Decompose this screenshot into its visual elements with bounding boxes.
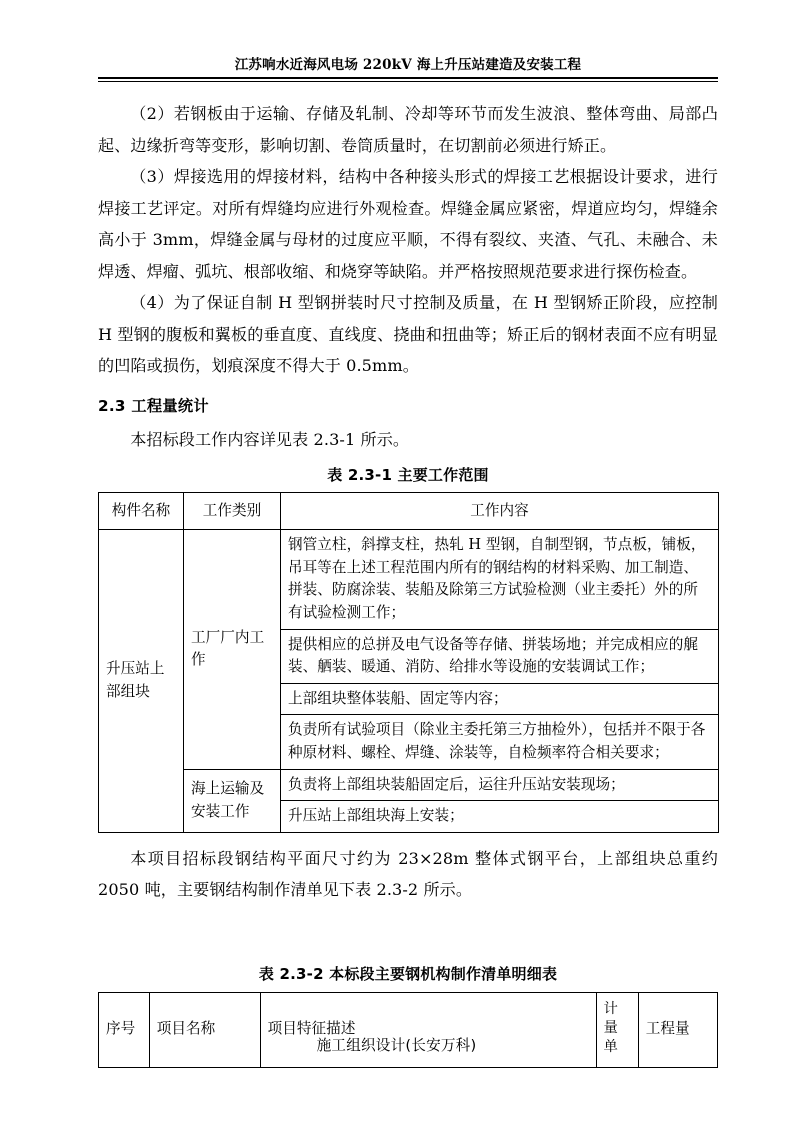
page-content xyxy=(98,0,718,1068)
table-2-col-header-quantity: 工程量 xyxy=(638,992,717,1067)
table-1-work-item: 升压站上部组块海上安装； xyxy=(281,801,719,833)
table-1-work-item: 提供相应的总拼及电气设备等存储、拼装场地；并完成相应的艉装、舾装、暖通、消防、给排水等设施的安装调试工作； xyxy=(281,629,719,683)
table-2-caption: 表 2.3-2 本标段主要钢机构制作清单明细表 xyxy=(258,964,558,983)
table-1-work-item: 负责所有试验项目（除业主委托第三方抽检外），包括并不限于各种原材料、螺栓、焊缝、涂装等，自检频率符合相关要求； xyxy=(281,715,719,769)
table-1-col-header-component: 构件名称 xyxy=(99,493,184,530)
table-row xyxy=(99,769,719,801)
table-row xyxy=(99,530,719,629)
spacer xyxy=(98,833,718,843)
table-2-col-header-item-name: 项目名称 xyxy=(149,992,260,1067)
table-2-col-header-unit xyxy=(596,992,638,1067)
table-steel-fabrication-list xyxy=(98,992,718,1068)
table-1-work-item: 负责将上部组块装船固定后，运往升压站安装现场； xyxy=(281,769,719,801)
spacer xyxy=(98,906,718,960)
paragraph-after-table-1: 本项目招标段钢结构平面尺寸约为 23×28m 整体式钢平台，上部组块总重约 2050 吨，主要钢结构制作清单见下表 2.3-2 所示。 xyxy=(98,848,718,900)
paragraph-2: （2）若钢板由于运输、存储及轧制、冷却等环节而发生波浪、整体弯曲、局部凸起、边缘折弯等变形，影响切割、卷筒质量时，在切割前必须进行矫正。 xyxy=(98,104,718,155)
table-1-col-header-content: 工作内容 xyxy=(281,493,719,530)
paragraph-3: （3）焊接选用的焊接材料，结构中各种接头形式的焊接工艺根据设计要求，进行焊接工艺评定。对所有焊缝均应进行外观检查。焊缝金属应紧密，焊道应均匀，焊缝余高小于 3mm，焊缝金属与母材的过度应平顺，不得有裂纹、夹渣、气孔、未融合、未焊透、焊瘤、弧坑、根部收缩、和烧穿等缺陷。并严格按照规范要求进行探伤检查。 xyxy=(98,167,718,281)
running-header xyxy=(98,0,718,82)
table-1-col-header-category: 工作类别 xyxy=(184,493,281,530)
table-2-col-header-item-description: 项目特征描述 xyxy=(260,992,596,1067)
paragraph-4: （4）为了保证自制 H 型钢拼装时尺寸控制及质量，在 H 型钢矫正阶段，应控制 H 型钢的腹板和翼板的垂直度、直线度、挠曲和扭曲等；矫正后的钢材表面不应有明显的凹陷或损伤，划痕深度不得大于 0.5mm。 xyxy=(98,293,718,376)
section-heading-2-3: 2.3 工程量统计 xyxy=(98,396,209,415)
table-2-col-header-index: 序号 xyxy=(99,992,150,1067)
table-1-component-name: 升压站上部组块 xyxy=(99,530,184,833)
table-header-row xyxy=(99,493,719,530)
table-2-col-header-unit-text: 计量单 xyxy=(603,1001,618,1056)
table-main-work-scope xyxy=(98,492,719,833)
table-1-work-item: 钢管立柱，斜撑支柱，热轧 H 型钢，自制型钢，节点板，铺板，吊耳等在上述工程范围内所有的钢结构的材料采购、加工制造、拼装、防腐涂装、装船及除第三方试验检测（业主委托）外的所有试验检测工作； xyxy=(281,530,719,629)
paragraph-lead-in: 本招标段工作内容详见表 2.3-1 所示。 xyxy=(130,429,410,449)
page-footer-text: 施工组织设计(长安万科) xyxy=(316,1037,477,1054)
table-header-row xyxy=(99,992,718,1067)
table-1-work-item: 上部组块整体装船、固定等内容； xyxy=(281,683,719,715)
table-1-category-factory: 工厂厂内工作 xyxy=(184,530,281,769)
table-1-caption: 表 2.3-1 主要工作范围 xyxy=(327,466,489,485)
table-1-category-offshore: 海上运输及安装工作 xyxy=(184,769,281,832)
running-header-title: 江苏响水近海风电场 220kV 海上升压站建造及安装工程 xyxy=(234,57,582,73)
page-footer xyxy=(0,1034,793,1055)
header-rule xyxy=(98,77,718,82)
